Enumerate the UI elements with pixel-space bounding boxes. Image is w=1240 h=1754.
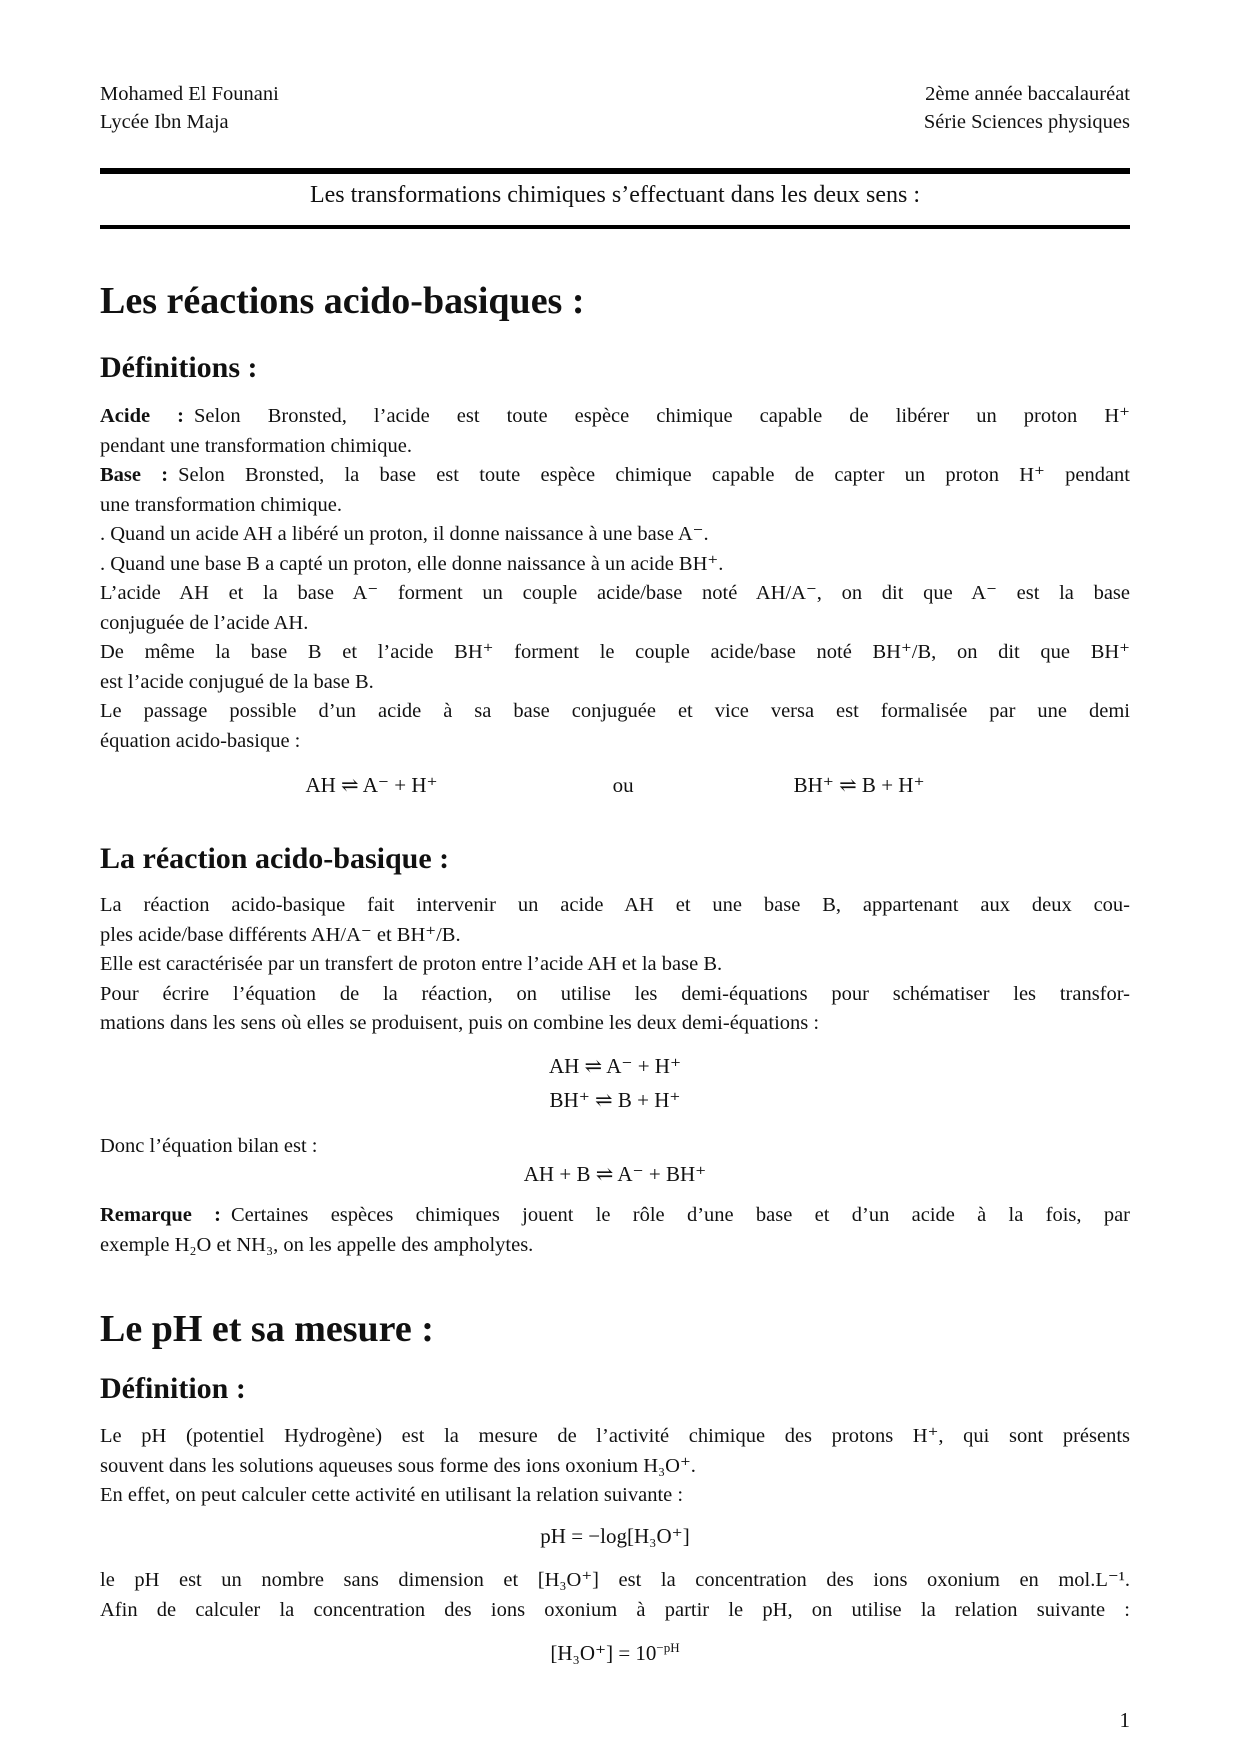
section-title-ph-measure: Le pH et sa mesure :: [100, 1308, 434, 1350]
half-equations-row: [100, 771, 1130, 800]
text-line: pendant une transformation chimique.: [100, 434, 412, 457]
text-line-rest: Selon Bronsted, la base est toute espèce chimique capable de capter un proton H⁺ pendant: [178, 464, 1130, 486]
text-line: [100, 461, 1130, 491]
text-line: Le passage possible d’un acide à sa base conjuguée et vice versa est formalisée par une demi: [100, 700, 1130, 722]
remark-paragraph: [100, 1201, 1130, 1260]
text-line: le pH est un nombre sans dimension et [H₃O⁺] est la concentration des ions oxonium en mol.L⁻¹.: [100, 1569, 1130, 1591]
text-line: La réaction acido-basique fait intervenir un acide AH et une base B, appartenant aux deux cou-: [100, 894, 1130, 916]
document-title: Les transformations chimiques s’effectuant dans les deux sens :: [309, 182, 921, 208]
text-line: équation acido-basique :: [100, 729, 301, 752]
half-equation-2: BH⁺ ⇌ B + H⁺: [549, 1088, 681, 1112]
definitions-paragraph: [100, 402, 1130, 756]
text-line: une transformation chimique.: [100, 493, 342, 516]
text-line: conjuguée de l’acide AH.: [100, 611, 309, 634]
remark-label: Remarque :: [100, 1204, 221, 1226]
page-number: 1: [1119, 1708, 1130, 1732]
section-title-acid-base-reactions: Les réactions acido-basiques :: [100, 280, 585, 322]
text-line-rest: Certaines espèces chimiques jouent le rôle d’une base et d’un acide à la fois, par: [230, 1204, 1130, 1226]
concentration-equation-exponent: −pH: [656, 1640, 680, 1655]
subsection-acid-base-reaction: La réaction acido-basique :: [100, 842, 450, 875]
concentration-equation: [100, 1639, 1130, 1670]
header-grade: 2ème année baccalauréat: [925, 83, 1130, 105]
text-line: L’acide AH et la base A⁻ forment un couple acide/base noté AH/A⁻, on dit que A⁻ est la base: [100, 582, 1130, 604]
subsection-definition: Définition :: [100, 1372, 246, 1405]
header-school: Lycée Ibn Maja: [100, 111, 229, 133]
text-line: Pour écrire l’équation de la réaction, on utilise les demi-équations pour schématiser les transfor-: [100, 982, 1130, 1005]
page-header: [100, 80, 1130, 136]
header-series: Série Sciences physiques: [923, 111, 1130, 133]
ph-definition-paragraph: [100, 1422, 1130, 1511]
text-line: Afin de calculer la concentration des ions oxonium à partir le pH, on utilise la relation suivante :: [100, 1598, 1130, 1621]
text-line: De même la base B et l’acide BH⁺ forment le couple acide/base noté BH⁺/B, on dit que BH⁺: [100, 641, 1130, 663]
text-line: [100, 1201, 1130, 1231]
acide-label: Acide :: [100, 405, 184, 427]
text-line: exemple H₂O et NH₃, on les appelle des ampholytes.: [100, 1233, 534, 1256]
banner-rule-bottom: [100, 225, 1130, 229]
text-line: . Quand un acide AH a libéré un proton, il donne naissance à une base A⁻.: [100, 523, 709, 545]
bilan-equation: AH + B ⇌ A⁻ + BH⁺: [523, 1162, 707, 1186]
text-line: Elle est caractérisée par un transfert de proton entre l’acide AH et la base B.: [100, 953, 723, 975]
text-line: mations dans les sens où elles se produisent, puis on combine les deux demi-équations :: [100, 1012, 820, 1034]
text-line: Donc l’équation bilan est :: [100, 1135, 318, 1157]
bilan-intro-line: [100, 1132, 1130, 1162]
half-equation-1: AH ⇌ A⁻ + H⁺: [548, 1054, 682, 1078]
reaction-paragraph: [100, 891, 1130, 1039]
header-left-block: [100, 80, 279, 136]
or-word: ou: [612, 773, 634, 797]
banner-rule-top: [100, 168, 1130, 174]
half-equation-base: BH⁺ ⇌ B + H⁺: [793, 773, 925, 797]
subsection-definitions: Définitions :: [100, 351, 258, 384]
base-label: Base :: [100, 464, 169, 486]
text-line-rest: Selon Bronsted, l’acide est toute espèce chimique capable de libérer un proton H⁺: [193, 405, 1130, 427]
text-line: souvent dans les solutions aqueuses sous forme des ions oxonium H₃O⁺.: [100, 1454, 696, 1477]
text-line: est l’acide conjugué de la base B.: [100, 670, 374, 693]
text-line: [100, 402, 1130, 432]
header-right-block: [924, 80, 1130, 136]
text-line: En effet, on peut calculer cette activité en utilisant la relation suivante :: [100, 1484, 684, 1506]
text-line: . Quand une base B a capté un proton, elle donne naissance à un acide BH⁺.: [100, 552, 724, 575]
header-author: Mohamed El Founani: [100, 83, 279, 105]
ph-equation: pH = −log[H₃O⁺]: [540, 1524, 690, 1548]
text-line: ples acide/base différents AH/A⁻ et BH⁺/B.: [100, 923, 461, 946]
concentration-equation-base: [H₃O⁺] = 10: [550, 1641, 657, 1665]
text-line: Le pH (potentiel Hydrogène) est la mesure de l’activité chimique des protons H⁺, qui sont présents: [100, 1425, 1130, 1447]
ph-concentration-paragraph: [100, 1566, 1130, 1625]
half-equation-acid: AH ⇌ A⁻ + H⁺: [305, 773, 438, 797]
